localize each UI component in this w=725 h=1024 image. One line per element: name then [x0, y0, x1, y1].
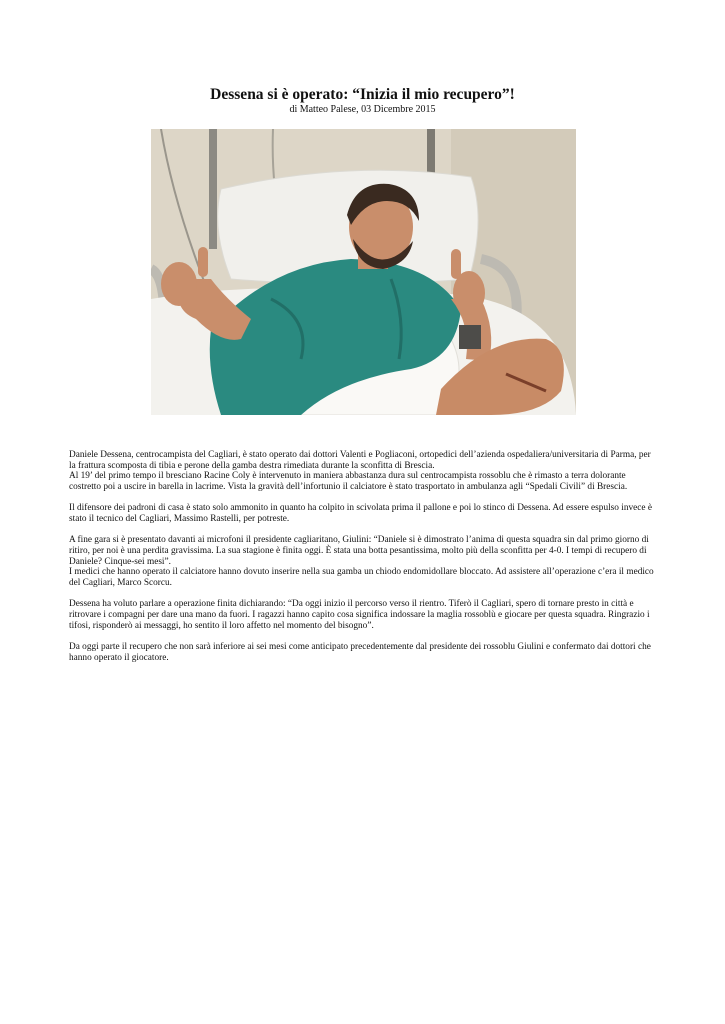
text-line: Al 19’ del primo tempo il bresciano Racine Coly è intervenuto in maniera abbastanza dura sul centrocampista rossoblu che è rimasto a terra dolorante costretto poi a uscire in barella in lacrime. Vista la gravità dell’infortunio il calciatore è stato trasportato in ambulanza agli “Spedali Civili” di Brescia.	[69, 471, 628, 493]
paragraph	[69, 503, 657, 524]
article-title: Dessena si è operato: “Inizia il mio recupero”!	[210, 86, 515, 103]
text-line: A fine gara si è presentato davanti ai microfoni il presidente cagliaritano, Giulini: “Daniele si è dimostrato l’anima di questa squadra sin dal primo giorno di ritiro, per noi è una perdita gravissima. La sua stagione è finita oggi. È stata una botta pesantissima, molto più della sconfitta per 4-0. I tempi di recupero di Daniele? Cinque-sei mesi”.	[69, 535, 649, 567]
text-line: Il difensore dei padroni di casa è stato solo ammonito in quanto ha colpito in scivolata prima il pallone e poi lo stinco di Dessena. Ad essere espulso invece è stato il tecnico del Cagliari, Massimo Rastelli, per potreste.	[69, 503, 652, 525]
paragraph	[69, 535, 657, 589]
paragraph	[69, 642, 657, 663]
text-line: Dessena ha voluto parlare a operazione finita dichiarando: “Da oggi inizio il percorso verso il rientro. Tiferò il Cagliari, spero di tornare presto in città e ritrovare i compagni per dare una mano da fuori. I ragazzi hanno capito cosa significa indossare la maglia rossoblù e giocare per questa squadra. Ringrazio i tifosi, risponderò ai messaggi, ho sentito il loro affetto nel momento del bisogno”.	[69, 599, 650, 631]
article-byline: di Matteo Palese, 03 Dicembre 2015	[289, 104, 436, 115]
paragraph	[69, 450, 657, 493]
paragraph	[69, 599, 657, 631]
article-photo	[151, 129, 576, 415]
text-line: I medici che hanno operato il calciatore hanno dovuto inserire nella sua gamba un chiodo endomidollare bloccato. Ad assistere all’operazione c’era il medico del Cagliari, Marco Scorcu.	[69, 567, 654, 589]
text-line: Da oggi parte il recupero che non sarà inferiore ai sei mesi come anticipato precedentemente dal presidente dei rossoblu Giulini e confermato dai dottori che hanno operato il giocatore.	[69, 641, 651, 663]
article-body	[69, 450, 657, 674]
text-line: Daniele Dessena, centrocampista del Cagliari, è stato operato dai dottori Valenti e Pogliaconi, ortopedici dell’azienda ospedaliera/universitaria di Parma, per la frattura scomposta di tibia e perone della gamba destra rimediata durante la sconfitta di Brescia.	[69, 450, 651, 471]
